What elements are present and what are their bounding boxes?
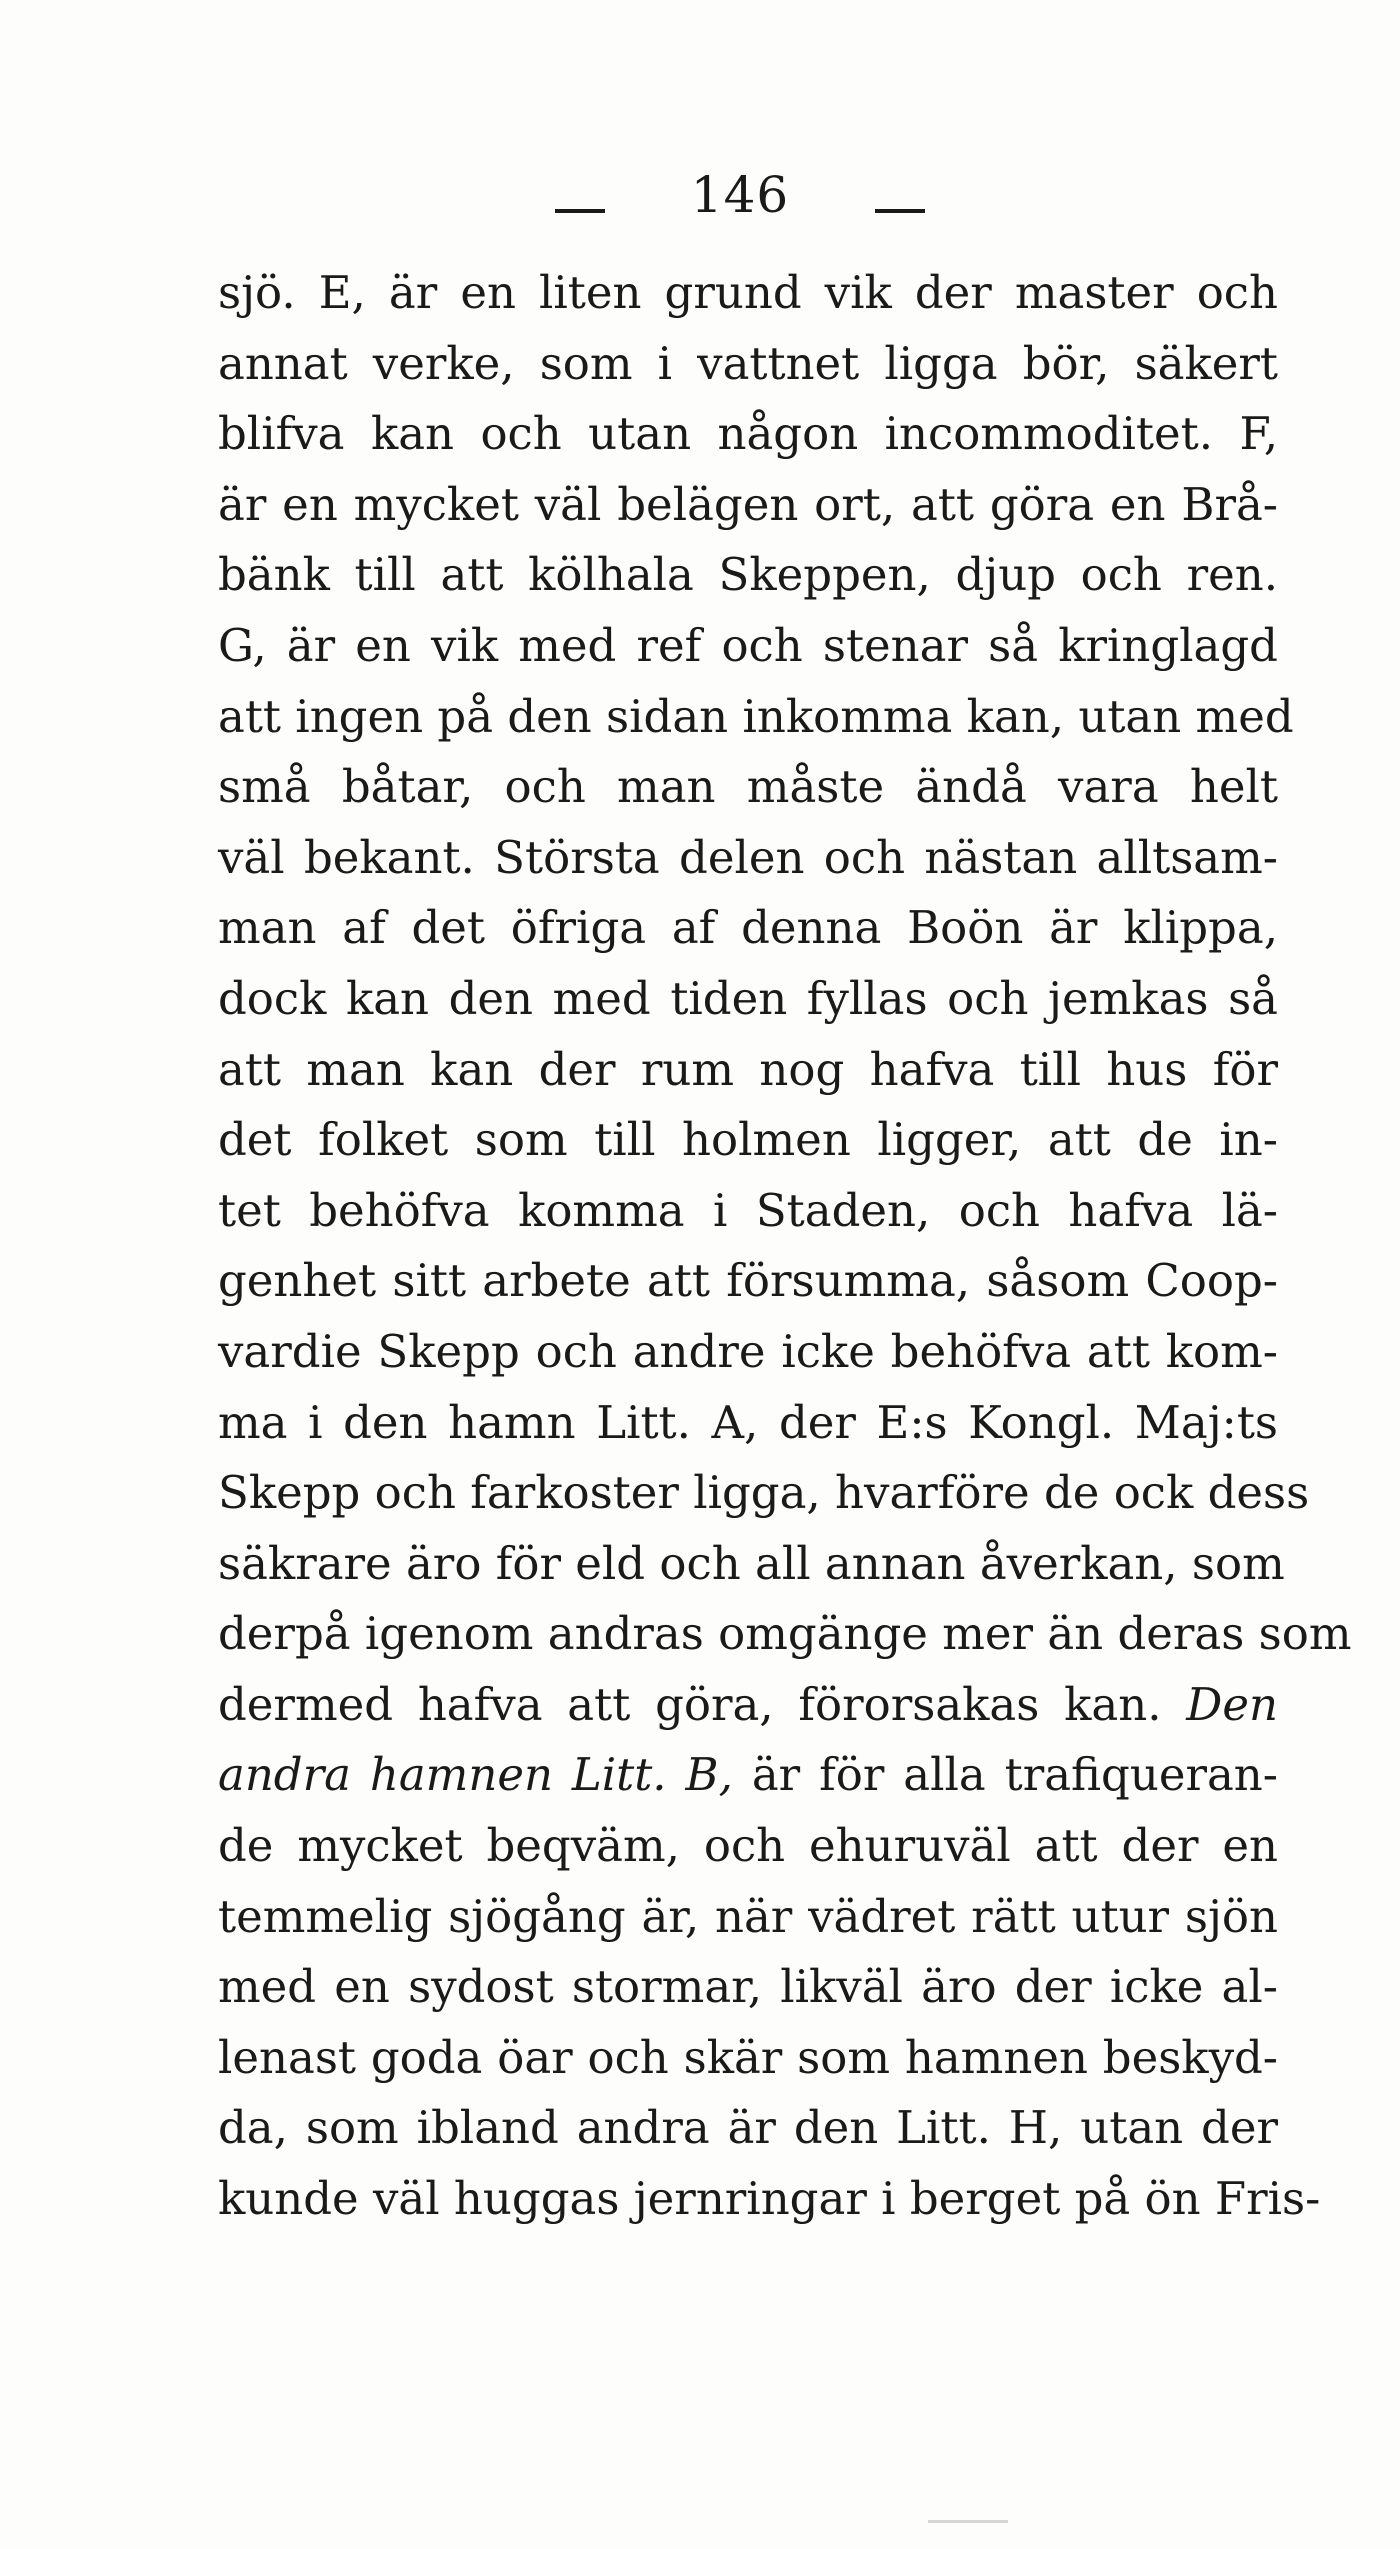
text-line-21-main: dermed hafva att göra, förorsakas kan. — [218, 1677, 1162, 1731]
text-line-22 — [218, 1740, 1278, 1811]
text-line-5: bänk till att kölhala Skeppen, djup och ren. — [218, 548, 1278, 602]
text-line-2: annat verke, som i vattnet ligga bör, säkert — [218, 336, 1278, 390]
text-line-21-italic: Den — [1186, 1677, 1278, 1731]
text-line-20: derpå igenom andras omgänge mer än deras som — [218, 1607, 1352, 1661]
text-line-25: med en sydost stormar, likväl äro der icke al- — [218, 1960, 1278, 2014]
text-line-12: att man kan der rum nog hafva till hus för — [218, 1042, 1278, 1096]
text-line-11: dock kan den med tiden fyllas och jemkas så — [218, 971, 1278, 1025]
text-line-3: blifva kan och utan någon incommoditet. F, — [218, 407, 1278, 461]
text-line-22-main: är för alla trafiqueran- — [751, 1748, 1278, 1802]
text-line-27: da, som ibland andra är den Litt. H, utan der — [218, 2101, 1278, 2155]
page-header — [0, 165, 1400, 225]
text-line-24: temmelig sjögång är, när vädret rätt utur sjön — [218, 1889, 1278, 1943]
text-line-21 — [218, 1670, 1278, 1741]
text-line-8: små båtar, och man måste ändå vara helt — [218, 760, 1278, 814]
text-line-16: vardie Skepp och andre icke behöfva att kom- — [218, 1324, 1278, 1378]
body-text — [218, 258, 1352, 2235]
text-line-7: att ingen på den sidan inkomma kan, utan med — [218, 689, 1294, 743]
text-line-1: sjö. E, är en liten grund vik der master och — [218, 266, 1278, 319]
text-line-28: kunde väl huggas jernringar i berget på ön Fris- — [218, 2172, 1321, 2226]
text-line-13: det folket som till holmen ligger, att de in- — [218, 1113, 1278, 1167]
page-edge-mark — [928, 2520, 1008, 2523]
page-number: 146 — [690, 166, 790, 224]
text-line-6: G, är en vik med ref och stenar så kringlagd — [218, 618, 1278, 672]
text-line-22-italic: andra hamnen Litt. B, — [218, 1748, 733, 1802]
text-line-14: tet behöfva komma i Staden, och hafva lä- — [218, 1183, 1278, 1237]
text-line-23: de mycket beqväm, och ehuruväl att der en — [218, 1819, 1278, 1873]
text-line-26: lenast goda öar och skär som hamnen beskyd- — [218, 2030, 1278, 2084]
text-line-19: säkrare äro för eld och all annan åverkan, som — [218, 1536, 1285, 1590]
text-line-10: man af det öfriga af denna Boön är klippa, — [218, 901, 1278, 955]
text-line-17: ma i den hamn Litt. A, der E:s Kongl. Maj:ts — [218, 1395, 1278, 1449]
header-dash-left — [555, 209, 605, 213]
header-dash-right — [875, 209, 925, 213]
text-line-18: Skepp och farkoster ligga, hvarföre de ock dess — [218, 1466, 1310, 1520]
text-line-9: väl bekant. Största delen och nästan alltsam- — [218, 830, 1278, 884]
text-line-4: är en mycket väl belägen ort, att göra en Brå- — [218, 477, 1278, 531]
text-line-15: genhet sitt arbete att försumma, såsom Coop- — [218, 1254, 1278, 1308]
